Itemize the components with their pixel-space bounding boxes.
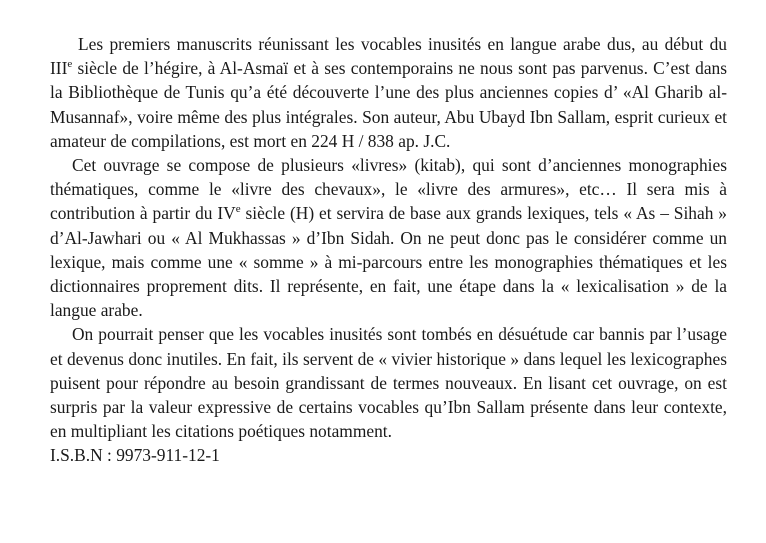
century-superscript: e bbox=[67, 58, 73, 71]
paragraph-manuscripts bbox=[50, 32, 727, 153]
century-superscript: e bbox=[235, 203, 241, 216]
paragraph-2-text-b: siècle (H) et servira de base aux grands lexiques, tels « As – Sihah » d’Al-Jawhari ou « Al Mukhassas » d’Ibn Sidah. On ne peut donc pas le considérer comme un lexique, mais comme une « somme » à mi-parcours entre les monographies thématiques et les dictionnaires proprement dits. Il représente, en fait, une étape dans la « lexicalisation » de la langue arabe. bbox=[50, 203, 727, 321]
isbn-line: I.S.B.N : 9973-911-12-1 bbox=[50, 445, 220, 466]
paragraph-work-structure bbox=[50, 153, 727, 322]
paragraph-obsolete-words: On pourrait penser que les vocables inusités sont tombés en désuétude car bannis par l’usage et devenus donc inutiles. En fait, ils servent de « vivier historique » dans lequel les lexicographes puisent pour répondre au besoin grandissant de termes nouveaux. En lisant cet ouvrage, on est surpris par la valeur expressive de certains vocables qu’Ibn Sallam présente dans leur contexte, en multipliant les citations poétiques notamment. bbox=[50, 324, 727, 442]
text-page bbox=[50, 32, 727, 468]
paragraph-1-text-b: siècle de l’hégire, à Al-Asmaï et à ses contemporains ne nous sont pas parvenus. C’est dans la Bibliothèque de Tunis qu’a été découverte l’une des plus anciennes copies d’ «Al Gharib al-Musannaf», voire même des plus intégrales. Son auteur, Abu Ubayd Ibn Sallam, esprit curieux et amateur de compilations, est mort en 224 H / 838 ap. J.C. bbox=[50, 58, 727, 151]
paragraph-1-text-a: Les premiers manuscrits réunissant les vocables inusités en langue arabe dus, au début du III bbox=[50, 34, 727, 79]
paragraph-2-text-a: Cet ouvrage se compose de plusieurs «livres» (kitab), qui sont d’anciennes monographies thématiques, comme le «livre des chevaux», le «livre des armures», etc… Il sera mis à contribution à partir du IV bbox=[50, 155, 727, 224]
